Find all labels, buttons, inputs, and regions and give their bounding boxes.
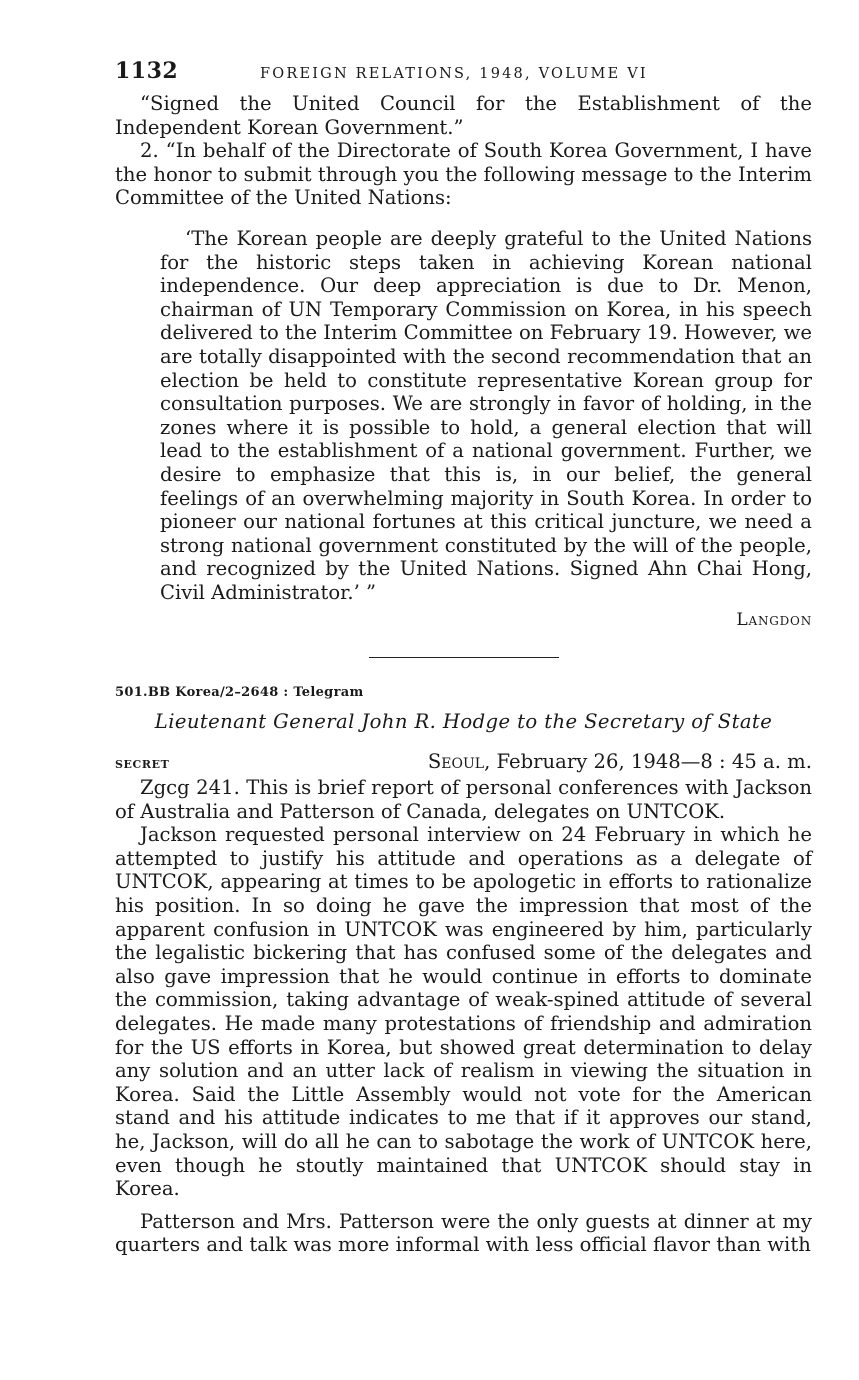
- file-reference: 501.BB Korea/2–2648 : Telegram: [115, 685, 364, 701]
- date: , February 26, 1948—8 : 45 a. m.: [484, 750, 812, 774]
- document-heading: Lieutenant General John R. Hodge to the Secretary of State: [154, 710, 773, 734]
- continued-document: [115, 92, 812, 633]
- page-number: 1132: [115, 58, 179, 84]
- numbered-paragraph: 2. “In behalf of the Directorate of South Korea Government, I have the honor to submit through you the following message to the Interim Committee of the United Nations:: [115, 139, 812, 210]
- document-page: [115, 58, 812, 1257]
- body-paragraph: Jackson requested personal interview on 24 February in which he attempted to justify his attitude and operations as a delegate of UNTCOK, appearing at times to be apologetic in efforts to rationalize his position. In so doing he gave the impression that most of the apparent confusion in UNTCOK was engineered by him, particularly the legalistic bickering that has confused some of the delegates and also gave impression that he would continue in efforts to dominate the commission, taking advantage of weak-spined attitude of several delegates. He made many protestations of friendship and admiration for the US efforts in Korea, but showed great determination to delay any solution and an utter lack of realism in viewing the situation in Korea. Said the Little Assembly would not vote for the American stand and his attitude indicates to me that if it approves our stand, he, Jackson, will do all he can to sabotage the work of UNTCOK here, even though he stoutly maintained that UNTCOK should stay in Korea.: [115, 823, 812, 1201]
- quoted-message: ‘The Korean people are deeply grateful to the United Nations for the historic steps taken in achieving Korean national independence. Our deep appreciation is due to Dr. Menon, chairman of UN Temporary Commission on Korea, in his speech delivered to the Interim Committee on February 19. However, we are totally disappointed with the second recommendation that an election be held to constitute representative Korean group for consultation purposes. We are strongly in favor of holding, in the zones where it is possible to hold, a general election that will lead to the establishment of a national government. Further, we desire to emphasize that this is, in our belief, the general feelings of an overwhelming majority in South Korea. In order to pioneer our national fortunes at this critical juncture, we need a strong national government constituted by the will of the people, and recognized by the United Nations. Signed Ahn Chai Hong, Civil Administrator.’ ”: [160, 226, 812, 604]
- signature: Langdon: [736, 610, 812, 631]
- dateline: [115, 750, 812, 773]
- body-paragraph: Patterson and Mrs. Patterson were the only guests at dinner at my quarters and talk was more informal with less official flavor than with: [115, 1209, 812, 1257]
- section-divider: [369, 657, 559, 658]
- running-header: [115, 58, 812, 92]
- place-date: [428, 750, 812, 773]
- body-paragraph: Zgcg 241. This is brief report of personal conferences with Jackson of Australia and Patterson of Canada, delegates on UNTCOK.: [115, 776, 812, 823]
- closing-paragraph: “Signed the United Council for the Establishment of the Independent Korean Government.”: [115, 92, 812, 139]
- classification-label: secret: [115, 754, 170, 773]
- place: Seoul: [427, 750, 485, 774]
- running-title: FOREIGN RELATIONS, 1948, VOLUME VI: [260, 66, 648, 82]
- telegram-body: [115, 776, 812, 1257]
